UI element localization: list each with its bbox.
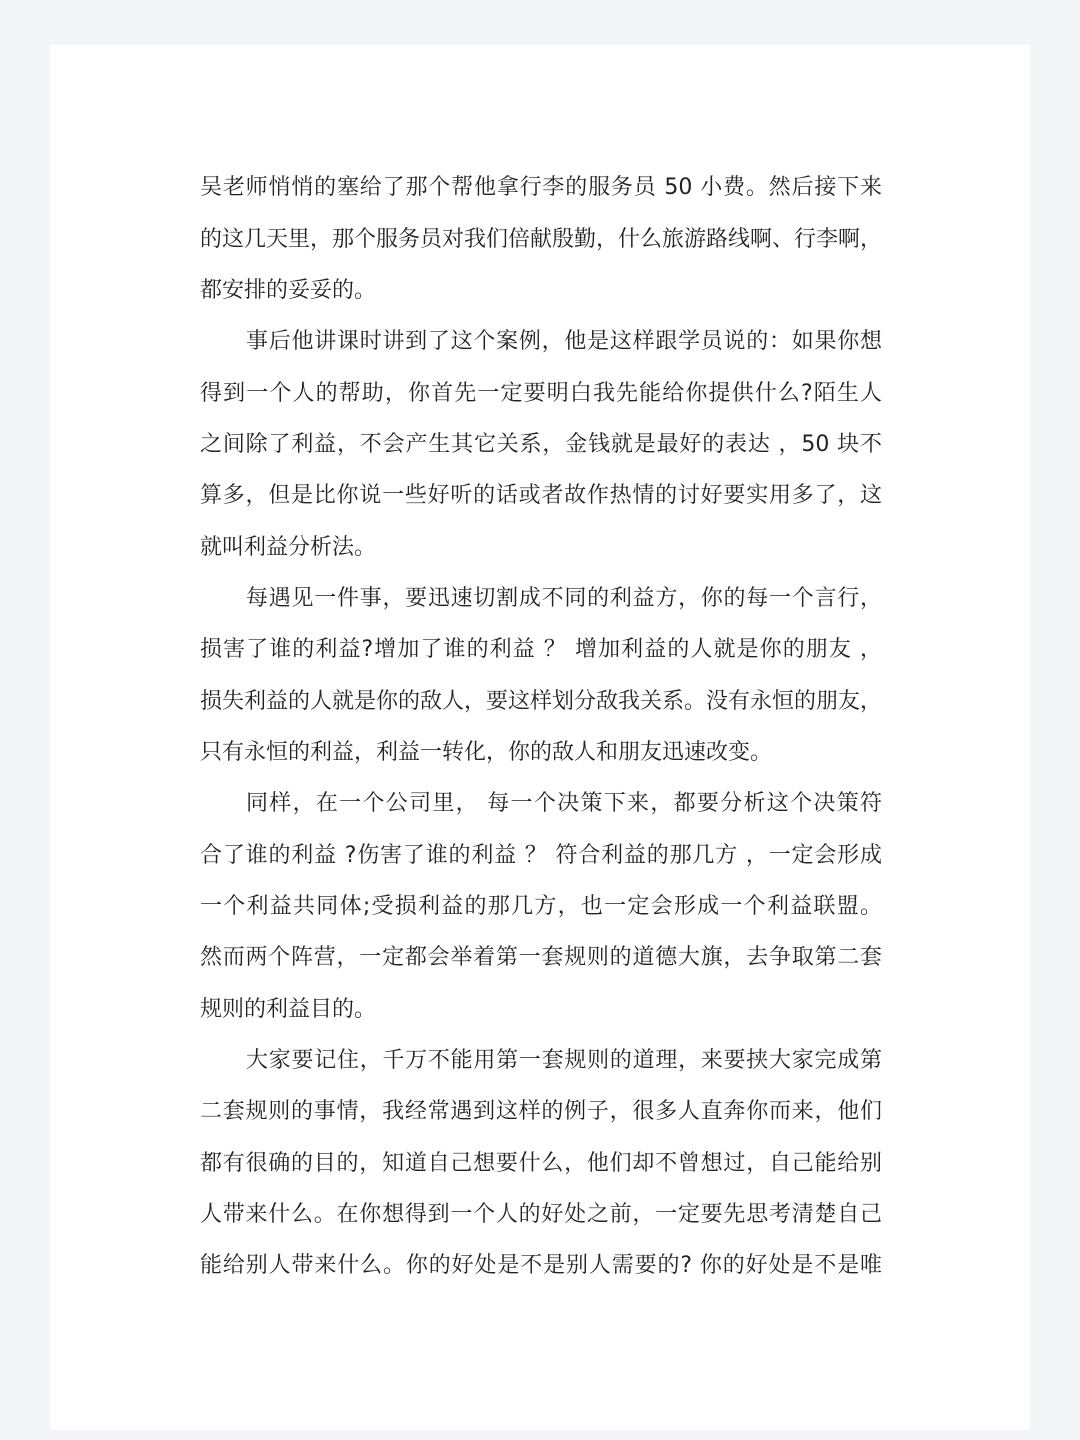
text-line: 二套规则的事情，我经常遇到这样的例子，很多人直奔你而来，他们 — [200, 1099, 882, 1124]
text-line: 然而两个阵营，一定都会举着第一套规则的道德大旗，去争取第二套 — [200, 945, 882, 970]
text-line: 同样，在一个公司里， 每一个决策下来，都要分析这个决策符 — [246, 791, 882, 816]
text-line: 都有很确的目的，知道自己想要什么，他们却不曾想过，自己能给别 — [200, 1151, 882, 1176]
text-line: 得到一个人的帮助，你首先一定要明白我先能给你提供什么?陌生人 — [200, 381, 882, 406]
text-line: 只有永恒的利益，利益一转化，你的敌人和朋友迅速改变。 — [200, 740, 773, 765]
text-line: 的这几天里，那个服务员对我们倍献殷勤，什么旅游路线啊、行李啊， — [200, 227, 882, 252]
text-line: 就叫利益分析法。 — [200, 535, 377, 560]
text-line: 人带来什么。在你想得到一个人的好处之前，一定要先思考清楚自己 — [200, 1202, 882, 1227]
text-line: 一个利益共同体;受损利益的那几方，也一定会形成一个利益联盟。 — [200, 894, 882, 919]
text-line: 每遇见一件事，要迅速切割成不同的利益方，你的每一个言行， — [246, 586, 882, 611]
document-page — [50, 45, 1030, 1430]
text-line: 事后他讲课时讲到了这个案例，他是这样跟学员说的：如果你想 — [246, 329, 882, 354]
text-line: 算多，但是比你说一些好听的话或者故作热情的讨好要实用多了，这 — [200, 483, 882, 508]
text-line: 能给别人带来什么。你的好处是不是别人需要的? 你的好处是不是唯 — [200, 1253, 882, 1278]
text-line: 损失利益的人就是你的敌人，要这样划分敌我关系。没有永恒的朋友， — [200, 689, 882, 714]
text-line: 损害了谁的利益?增加了谁的利益 ？ 增加利益的人就是你的朋友 ， — [200, 637, 882, 662]
text-line: 之间除了利益，不会产生其它关系，金钱就是最好的表达 ，50 块不 — [200, 432, 882, 457]
text-line: 大家要记住，千万不能用第一套规则的道理，来要挟大家完成第 — [246, 1048, 882, 1073]
text-line: 都安排的妥妥的。 — [200, 278, 377, 303]
text-line: 规则的利益目的。 — [200, 997, 377, 1022]
text-line: 合了谁的利益 ?伤害了谁的利益 ？ 符合利益的那几方 ，一定会形成 — [200, 843, 882, 868]
text-line: 吴老师悄悄的塞给了那个帮他拿行李的服务员 50 小费。然后接下来 — [200, 175, 882, 200]
